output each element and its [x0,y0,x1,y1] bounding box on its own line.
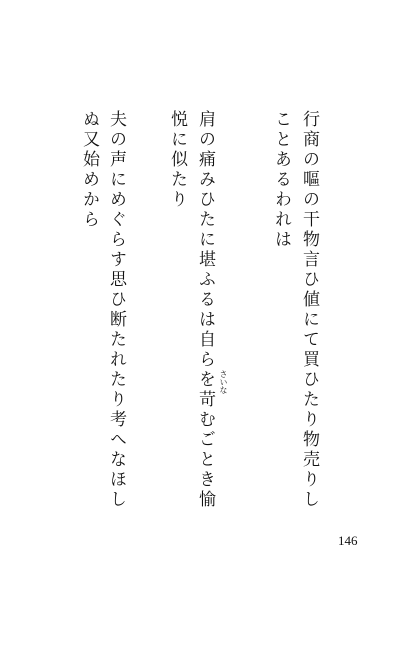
poem-line-6: ぬ又始めから [79,110,99,230]
poem-line-4: 悦に似たり [167,110,187,210]
poem-line-1: 行商の嘔の干物言ひ値にて買ひたり物売りし [299,110,319,510]
poem-line-5: 夫の声にめぐらす思ひ断たれたり考へなほし [106,110,126,510]
furigana-reading: さいな [219,370,228,394]
poem-line-2: ことあるわれは [271,110,291,250]
poem-line-3: 肩の痛みひたに堪ふるは自らを苛むごとき愉 [195,110,215,510]
page-number: 146 [338,533,358,548]
